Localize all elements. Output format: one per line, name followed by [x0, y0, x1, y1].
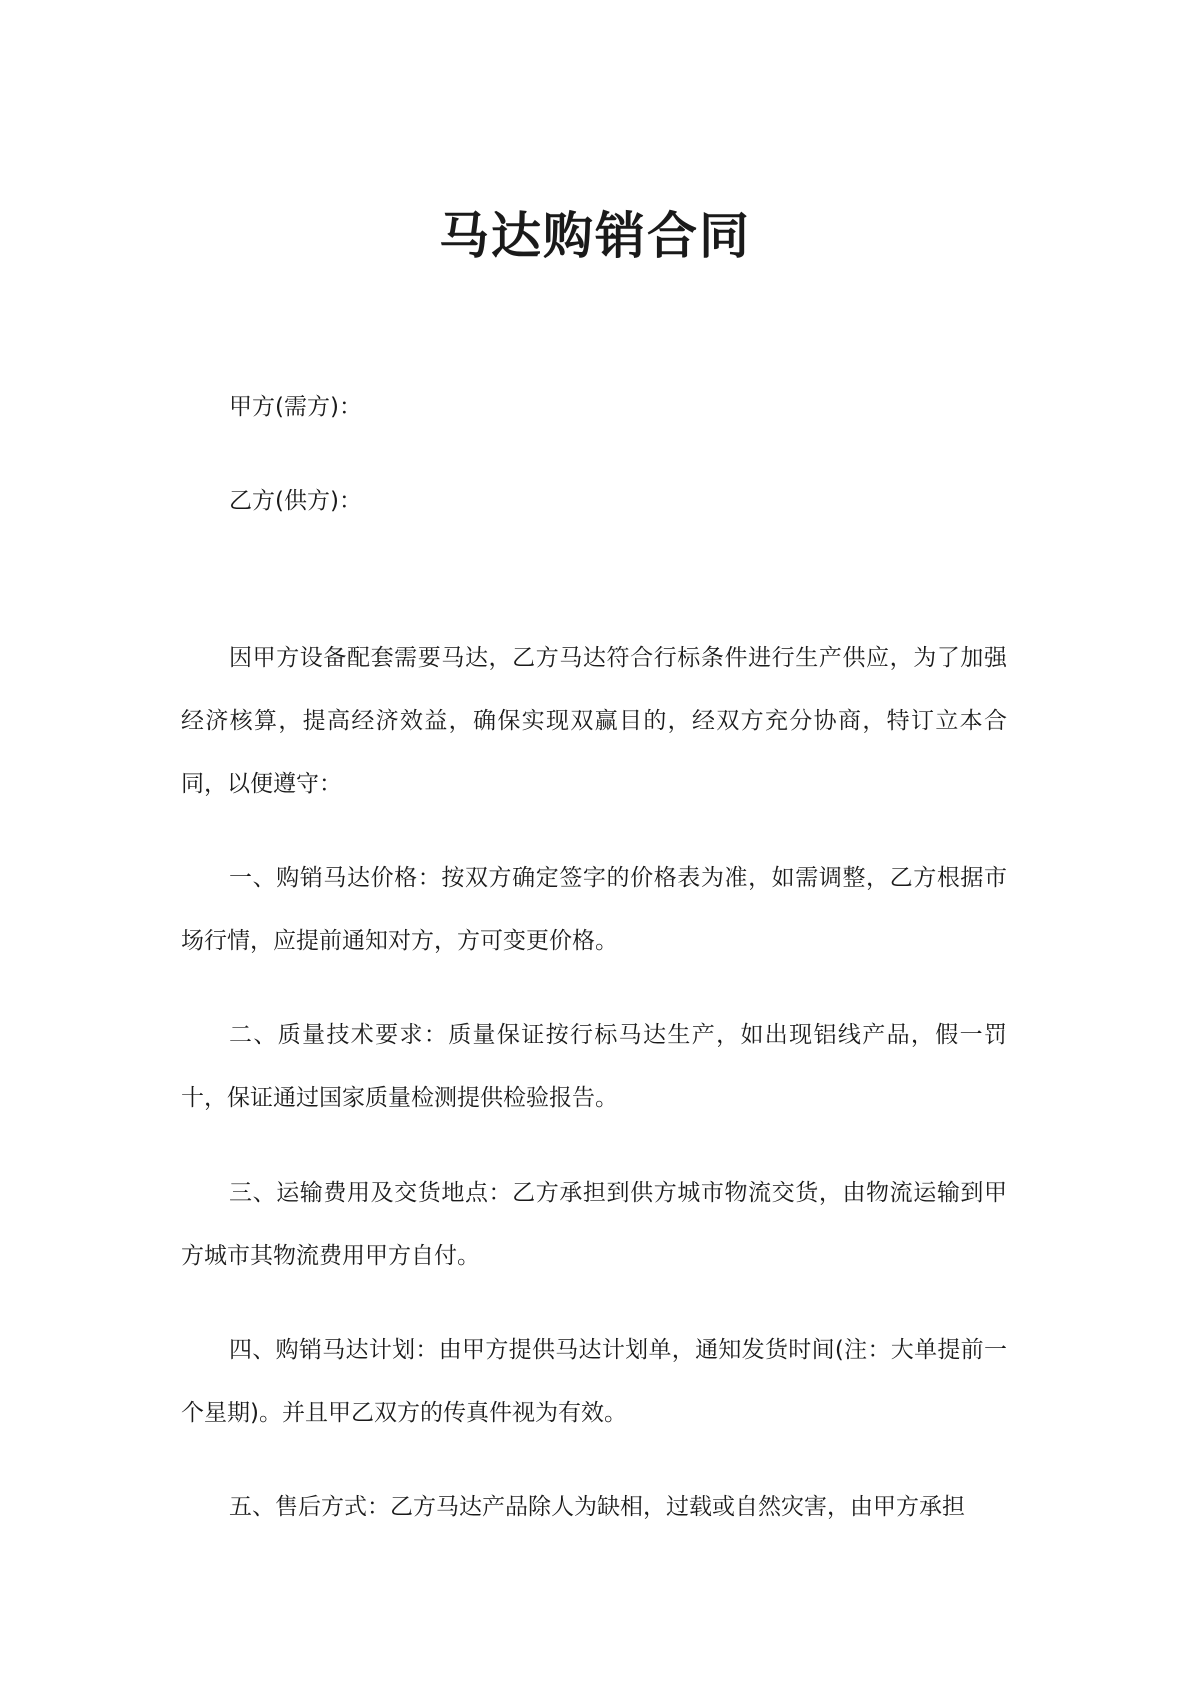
party-a-label: 甲方(需方)： — [229, 394, 362, 420]
party-b-label: 乙方(供方)： — [229, 488, 362, 514]
document-title: 马达购销合同 — [439, 207, 751, 265]
clause-1-price: 一、购销马达价格：按双方确定签字的价格表为准，如需调整，乙方根据市场行情，应提前通知对方，方可变更价格。 — [181, 865, 1007, 954]
clause-3-transport: 三、运输费用及交货地点：乙方承担到供方城市物流交货，由物流运输到甲方城市其物流费用甲方自付。 — [181, 1180, 1007, 1269]
intro-paragraph: 因甲方设备配套需要马达，乙方马达符合行标条件进行生产供应，为了加强经济核算，提高经济效益，确保实现双赢目的，经双方充分协商，特订立本合同，以便遵守： — [181, 645, 1007, 797]
clause-5-after-sales: 五、售后方式：乙方马达产品除人为缺相，过载或自然灾害，由甲方承担 — [229, 1494, 965, 1520]
clause-2-quality: 二、质量技术要求：质量保证按行标马达生产，如出现铝线产品，假一罚十，保证通过国家质量检测提供检验报告。 — [181, 1022, 1007, 1111]
clause-4-plan: 四、购销马达计划：由甲方提供马达计划单，通知发货时间(注：大单提前一个星期)。并且甲乙双方的传真件视为有效。 — [181, 1337, 1007, 1426]
